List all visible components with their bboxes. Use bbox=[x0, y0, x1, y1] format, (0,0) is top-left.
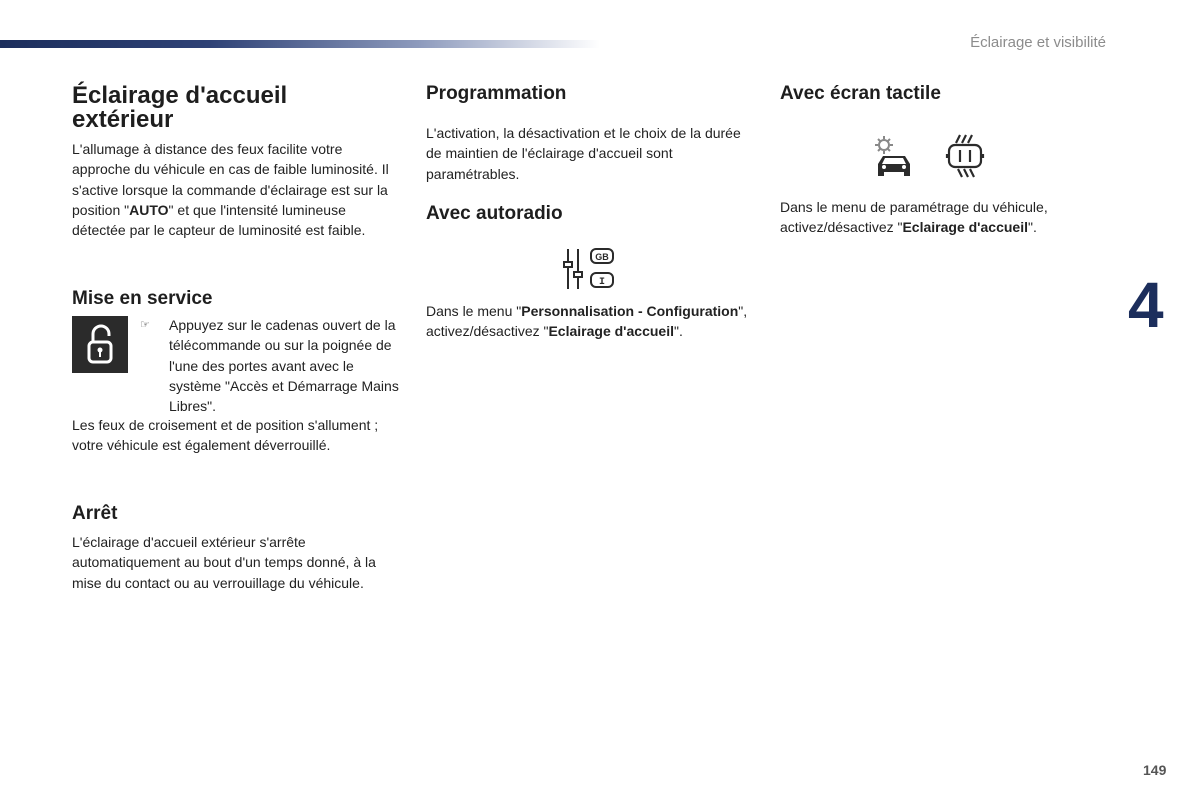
intro-paragraph bbox=[72, 139, 402, 240]
pointing-hand-icon: ☞ bbox=[140, 319, 150, 331]
arret-paragraph: L'éclairage d'accueil extérieur s'arrête automatiquement au bout d'un temps donné, à la mise du contact ou au verrouillage du véhicule. bbox=[72, 534, 376, 591]
autoradio-bold-menu: Personnalisation - Configuration bbox=[521, 303, 739, 319]
autoradio-paragraph bbox=[426, 301, 756, 342]
audio-icon-label-gb: GB bbox=[595, 252, 609, 262]
autoradio-text-2: ", activez/désactivez " bbox=[426, 303, 748, 340]
intro-bold-auto: AUTO bbox=[129, 201, 169, 218]
mise-en-service-result: Les feux de croisement et de position s'allument ; votre véhicule est également déverrouillé. bbox=[72, 417, 379, 454]
autoradio-text-1: Dans le menu " bbox=[426, 303, 522, 319]
welcome-lighting-icon bbox=[942, 134, 988, 183]
heading-arret: Arrêt bbox=[72, 503, 118, 524]
audio-settings-icon bbox=[562, 246, 616, 297]
heading-avec-ecran-tactile: Avec écran tactile bbox=[780, 83, 941, 104]
mise-en-service-instruction: Appuyez sur le cadenas ouvert de la télécommande ou sur la poignée de l'une des portes avant avec le système "Accès et Démarrage Mains Libres". bbox=[169, 317, 399, 415]
page-title bbox=[72, 84, 402, 132]
intro-text-1: L'allumage à distance des feux facilite votre approche du véhicule en cas de faible luminosité. Il s'active lorsque la commande d'éclairage est sur la position " bbox=[72, 141, 389, 218]
tactile-text-1: Dans le menu de paramétrage du véhicule, activez/désactivez " bbox=[780, 199, 1048, 236]
intro-text-2: " et que l'intensité lumineuse détectée par le capteur de luminosité est faible. bbox=[72, 201, 366, 239]
page-number: 149 bbox=[1143, 762, 1167, 778]
audio-icon-label-i: I bbox=[598, 277, 606, 288]
chapter-title: Éclairage et visibilité bbox=[970, 34, 1106, 51]
page-title-line2: extérieur bbox=[72, 106, 174, 133]
autoradio-text-3: ". bbox=[673, 323, 683, 340]
programmation-paragraph: L'activation, la désactivation et le choix de la durée de maintien de l'éclairage d'accueil sont paramétrables. bbox=[426, 125, 741, 182]
ecran-tactile-paragraph bbox=[780, 197, 1100, 238]
heading-avec-autoradio: Avec autoradio bbox=[426, 203, 563, 224]
unlock-padlock-icon bbox=[72, 316, 128, 373]
header-gradient-bar bbox=[0, 40, 600, 48]
car-settings-icon bbox=[872, 134, 916, 183]
heading-programmation: Programmation bbox=[426, 83, 567, 104]
heading-mise-en-service: Mise en service bbox=[72, 288, 213, 309]
tactile-bold-option: Eclairage d'accueil bbox=[902, 219, 1028, 236]
autoradio-bold-option: Eclairage d'accueil bbox=[548, 323, 674, 340]
page-title-line1: Éclairage d'accueil bbox=[72, 82, 288, 109]
chapter-number: 4 bbox=[1128, 269, 1164, 341]
tactile-text-2: ". bbox=[1027, 219, 1037, 236]
